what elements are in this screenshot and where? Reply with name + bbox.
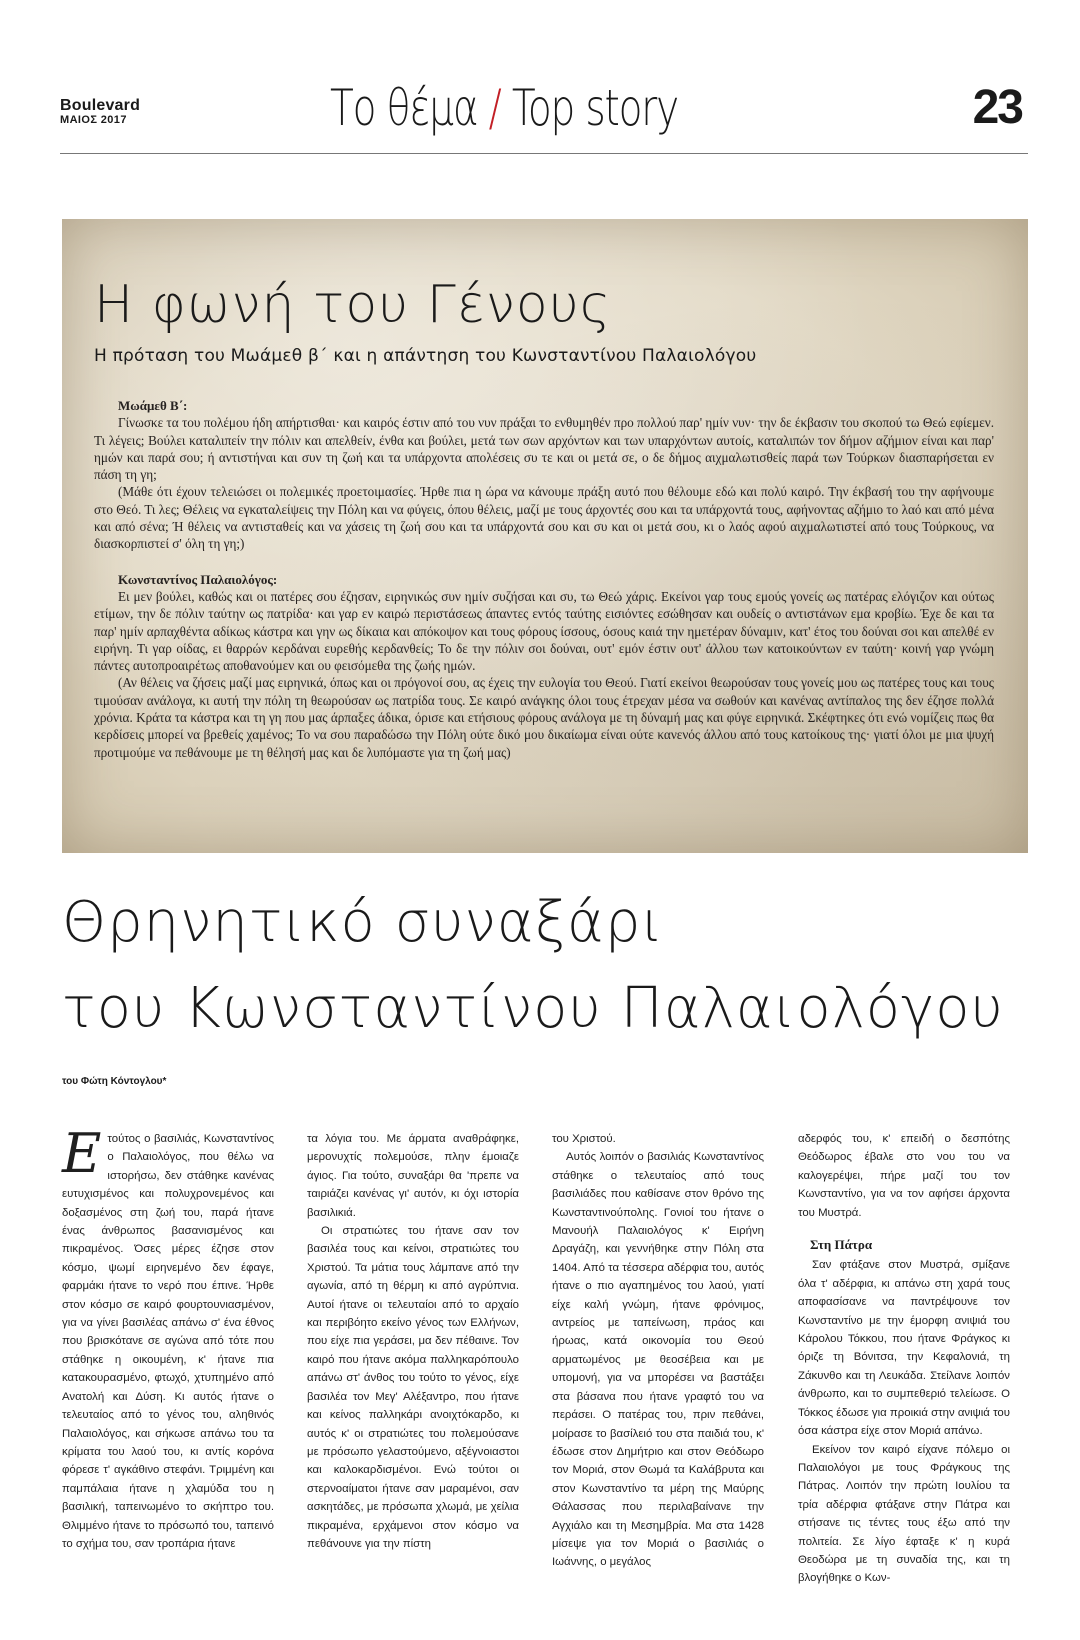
page-number: 23 (972, 81, 1022, 134)
magazine-logo: Boulevard (60, 97, 141, 114)
speaker-constantine-label: Κωνσταντίνος Παλαιολόγος: (118, 571, 278, 587)
header-divider (60, 153, 1028, 154)
article-column-1 (62, 1122, 274, 1553)
section-title-english: Top story (511, 79, 679, 137)
spacer (94, 553, 994, 571)
drop-cap: Ε (62, 1122, 102, 1185)
article-paragraph: Αυτός λοιπόν ο βασιλιάς Κωνσταντίνος στάθηκε ο τελευταίος από τους βασιλιάδες που καθίσανε στον θρόνο της Κωνσταντινούπολης. Γονιοί του ήτανε ο Μανουήλ Παλαιολόγος κ' Ειρήνη Δραγάζη, και γεννήθηκε στην Πόλη στα 1404. Από τα τέσσερα αδέρφια του, αυτός ήτανε ο πιο αγαπημένος του λαού, γιατί είχε καλή γνώμη, ήτανε φρόνιμος, αντρείος με ταπείνωση, πράος και ήρωας, κατά οικονομία του Θεού αρματωμένος με θεοσέβεια και με υπομονή, για να μπορέσει να βαστάξει στα βάσανα που ήτανε γραφτό του να περάσει. Ο πατέρας του, πριν πεθάνει, μοίρασε το βασίλειό του στα παιδιά του, κ' έδωσε στον Δημήτριο και στον Θεόδωρο τον Μοριά, στον Θωμά τα Καλάβρυτα και στον Κωνσταντίνο τα μέρη της Μαύρης Θάλασσας που περιλαβαίνανε την Αγχιάλο και τη Μεσημβρία. Μα στα 1428 μίσεψε για τον Μοριά ο βασιλιάς ο Ιωάννης, ο μεγάλος (552, 1151, 764, 1569)
article-paragraph: αδερφός του, κ' επειδή ο δεσπότης Θεόδωρος έβαλε στο νου του να καλογερέψει, πήρε μαζί του τον Κωνσταντίνο, για να τον αφήσει άρχοντα του Μυστρά. (798, 1133, 1010, 1219)
speaker-mehmed-label: Μωάμεθ Β΄: (118, 398, 188, 413)
masthead (60, 98, 140, 126)
article-byline: του Φώτη Κόντογλου* (62, 1076, 167, 1087)
speaker-constantine-translation: (Αν θέλεις να ζήσεις μαζί μας ειρηνικά, όπως και οι πρόγονοί σου, ας έχεις την ευλογία του Θεού. Γιατί εκείνοι θεωρούσαν τους γονείς μου ως πατέρες τους και τους τιμούσαν ανάλογα, κι αυτή την πόλη τη θεωρούσαν ως πατρίδα τους. Σε καιρό ανάγκης όλοι τους έτρεχαν μέσα να σωθούν και κανένας αντίπαλος της δεν έζησε πολλά χρόνια. Κράτα τα κάστρα και τη γη που μας άρπαξες άδικα, όρισε και ετήσιους φόρους ανάλογα με τη δύναμή μας και φύγε ειρηνικά. Σκέφτηκες ότι ενώ νομίζεις πως θα κερδίσεις μπορεί να βρεθείς χαμένος; Το να σου παραδώσω την Πόλη ούτε δικό μου δικαίωμα είναι ούτε κανενός άλλου από τους κατοίκους της· γιατί όλοι με μια ψυχή προτιμούμε να πεθάνουμε με τη θέλησή μας και δε λυπόμαστε για τη ζωή μας) (94, 675, 994, 760)
article-headline (62, 880, 1022, 1052)
parchment-title: Η φωνή του Γένους (94, 275, 612, 335)
article-subheading: Στη Πάτρα (810, 1237, 873, 1253)
parchment-body (94, 397, 994, 761)
parchment-subtitle: Η πρόταση του Μωάμεθ β΄ και η απάντηση του Κωνσταντίνου Παλαιολόγου (94, 346, 757, 366)
article-paragraph: Εκείνον τον καιρό είχανε πόλεμο οι Παλαιολόγοι με τους Φράγκους της Πάτρας. Λοιπόν την πρώτη Ιουλίου τα τρία αδέρφια φτάξανε στην Πάτρα και στήσανε τις τέντες τους έξω από την πολιτεία. Σε λίγο έφταξε κ' η κυρά Θεοδώρα με τη συναδία της, και τη βλογήθηκε ο Κων- (798, 1443, 1010, 1585)
article-column-3 (552, 1130, 764, 1572)
section-title-greek: Το θέμα (330, 79, 478, 137)
speaker-constantine-text: Ει μεν βούλει, καθώς και οι πατέρες σου έζησαν, ειρηνικώς συν ημίν συζήσαι και συ, τω Θεώ χάρις. Εκείνοι γαρ τους εμούς γονείς ως πατέρας ελόγιζον και ούτως ετίμων, την δε πόλιν ταύτην ως πατρίδα· και γαρ εν καιρώ περιστάσεως άπαντες εντός ταύτης εισιόντες εσώθησαν και ουδείς ο αντιστάνων εμα κροβίω. Έχε δε και τα παρ' ημίν αρπαχθέντα αδίκως κάστρα και γην ως δίκαια και απόκοψον και τους φόρους ίσσους, όσους καιά την ημετέραν δύναμιν, κατ' έτος του δούναι σοι και απελθέ εν ειρήνη. Τι γαρ οίδας, ει θαρρών κερδάναι ευρεθής κερδανθείς; Το δε την πόλιν σοι δούναι, ουτ' εμόν έστιν ουτ' άλλου των κατοικούντων εν ταύτη· κοινή γαρ γνώμη πάντες αυτοπροαιρέτως αποθανούμεν και ου φεισόμεθα της ζωής ημών. (94, 588, 994, 674)
article-paragraph: Οι στρατιώτες του ήτανε σαν τον βασιλέα τους και κείνοι, στρατιώτες του Χριστού. Τα μάτια τους λάμπανε από την αγωνία, από τη θέρμη κι από αγρύπνια. Αυτοί ήτανε οι τελευταίοι από το αρχαίο και περιβόητο εκείνο γένος των Ελλήνων, που είχε πια γεράσει, μα δεν πέθαινε. Τον καιρό που ήτανε ακόμα παλληκαρόπουλο απάνω στ' άνθος του τούτο το γένος, είχε βασιλέα τον Μεγ' Αλέξαντρο, που ήτανε και κείνος παλληκάρι ανοιχτόκαρδο, κι αυτός κ' οι στρατιώτες του πολεμούσανε με πρόσωπο γελαστούμενο, αξέγνοιαστοι και καλοκαρδισμένοι. Ενώ τούτοι οι στερνοαίματοι ήτανε σαν μαραμένοι, σαν ασκητάδες, με πρόσωπα χλωμά, με χείλια πικραμένα, ερχάμενοι στον κόσμο να πεθάνουνε για την πίστη (307, 1225, 519, 1550)
article-columns (62, 1122, 1028, 1630)
article-paragraph: του Χριστού. (552, 1133, 616, 1145)
headline-line-2: του Κωνσταντίνου Παλαιολόγου (62, 976, 1004, 1041)
issue-date: ΜΑΙΟΣ 2017 (60, 114, 127, 126)
article-column-4 (798, 1130, 1010, 1588)
article-paragraph-text: τούτος ο βασιλιάς, Κωνσταντίνος ο Παλαιολόγος, που θέλω να ιστορήσω, δεν στάθηκε κανένας ευτυχισμένος και πολυχρονεμένος και δοξασμένος στη ζωή του, παρά ήτανε ένας άνθρωπος βασανισμένος και πικραμένος. Όσες μέρες έζησε στον κόσμο, ψωμί ειρηνεμένο δεν έφαγε, φαρμάκι ήτανε το νερό που έπινε. Ήρθε στον κόσμο σε καιρό φουρτουνιασμένον, για να γίνει βασιλέας απάνω σ' ένα έθνος που βρισκότανε σε αγώνα από τότε που στάθηκε η οικουμένη, κ' ήτανε πια κατακουρασμένο, φτωχό, χτυπημένο από Ανατολή και Δύση. Κι αυτός ήτανε ο τελευταίος από το γένος του, αληθινός Παλαιολόγος, και σήκωσε απάνω του τα κρίματα του λαού του, κι αντίς κορόνα φόρεσε τ' αγκάθινο στεφάνι. Τριμμένη και παμπάλαια ήτανε η χλαμύδα του η βασιλική, ταπεινωμένο το σκήπτρο του. Θλιμμένο ήτανε το πρόσωπό του, ταπεινό το σχήμα του, σαν τροπάρια ήτανε (62, 1133, 274, 1550)
article-column-2 (307, 1130, 519, 1553)
article-paragraph (62, 1122, 274, 1553)
article-paragraph: τα λόγια του. Με άρματα αναθράφηκε, μερονυχτίς πολεμούσε, πλην έμοιαζε άγιος. Για τούτο, συναξάρι θα 'πρεπε να ταιριάζει κανένας γι' αυτόν, κι όχι ιστορία βασιλικιά. (307, 1133, 519, 1219)
speaker-mehmed-translation: (Μάθε ότι έχουν τελειώσει οι πολεμικές προετοιμασίες. Ήρθε πια η ώρα να κάνουμε πράξη αυτό που θέλουμε εδώ και πολύ καιρό. Την έκβασή του την αφήνουμε στο Θεό. Τι λες; Θέλεις να εγκαταλείψεις την Πόλη και να φύγεις, όπου θέλεις, μαζί με τους άρχοντές σου και τα υπάρχοντά τους, αφήνοντας αζήμιο το λαό και από μένα και από σένα; Ή θέλεις να αντισταθείς και να χάσεις τη ζωή σου και τα υπάρχοντά σου και συ και οι μετά σου, κι ο λαός αφού αιχμαλωτιστεί από τους Τούρκους, να διασκορπιστεί σ' όλη τη γη;) (94, 484, 994, 552)
headline-line-1: Θρηνητικό συναξάρι (62, 890, 665, 955)
section-slash: / (488, 79, 501, 137)
article-paragraph: Σαν φτάξανε στον Μυστρά, σμίξανε όλα τ' αδέρφια, κι απάνω στη χαρά τους αποφασίσανε να παντρέψουνε τον Κωνσταντίνο με την έμορφη ανιψιά του Κάρολου Τόκκου, που ήτανε Φράγκος κι όριζε τη Βόνιτσα, την Κεφαλονιά, τη Ζάκυνθο και τη Λευκάδα. Στείλανε λοιπόν άνθρωπο, και το συμπεθεριό τελείωσε. Ο Τόκκος έδωσε για προικιά στην ανιψιά του όσα κάστρα είχε στον Μοριά απάνω. (798, 1259, 1010, 1438)
parchment-box (62, 219, 1028, 853)
section-title (330, 76, 697, 146)
speaker-mehmed-text: Γίνωσκε τα του πολέμου ήδη απήρτισθαι· και καιρός έστιν από του νυν πράξαι το ενθυμηθέν προ πολλού παρ' ημίν νυν· την δε έκβασιν του σκοπού τω Θεώ εφίεμεν. Τι λέγεις; Βούλει καταλιπείν την πόλιν και απελθείν, ένθα και βούλει, μετά των σων αρχόντων και των υπαρχόντων αυτοίς, καταλιπών τον δήμον αζήμιον είναι και παρ' ημών και παρά σου; ή αντιστήναι και συν τη ζωή και τα υπάρχοντα απολέσεις συ τε και οι μετά σε, ο δε δήμος αιχμαλωτισθείς παρά των Τούρκων διασπαρήσεται εν πάση τη γη; (94, 415, 994, 483)
